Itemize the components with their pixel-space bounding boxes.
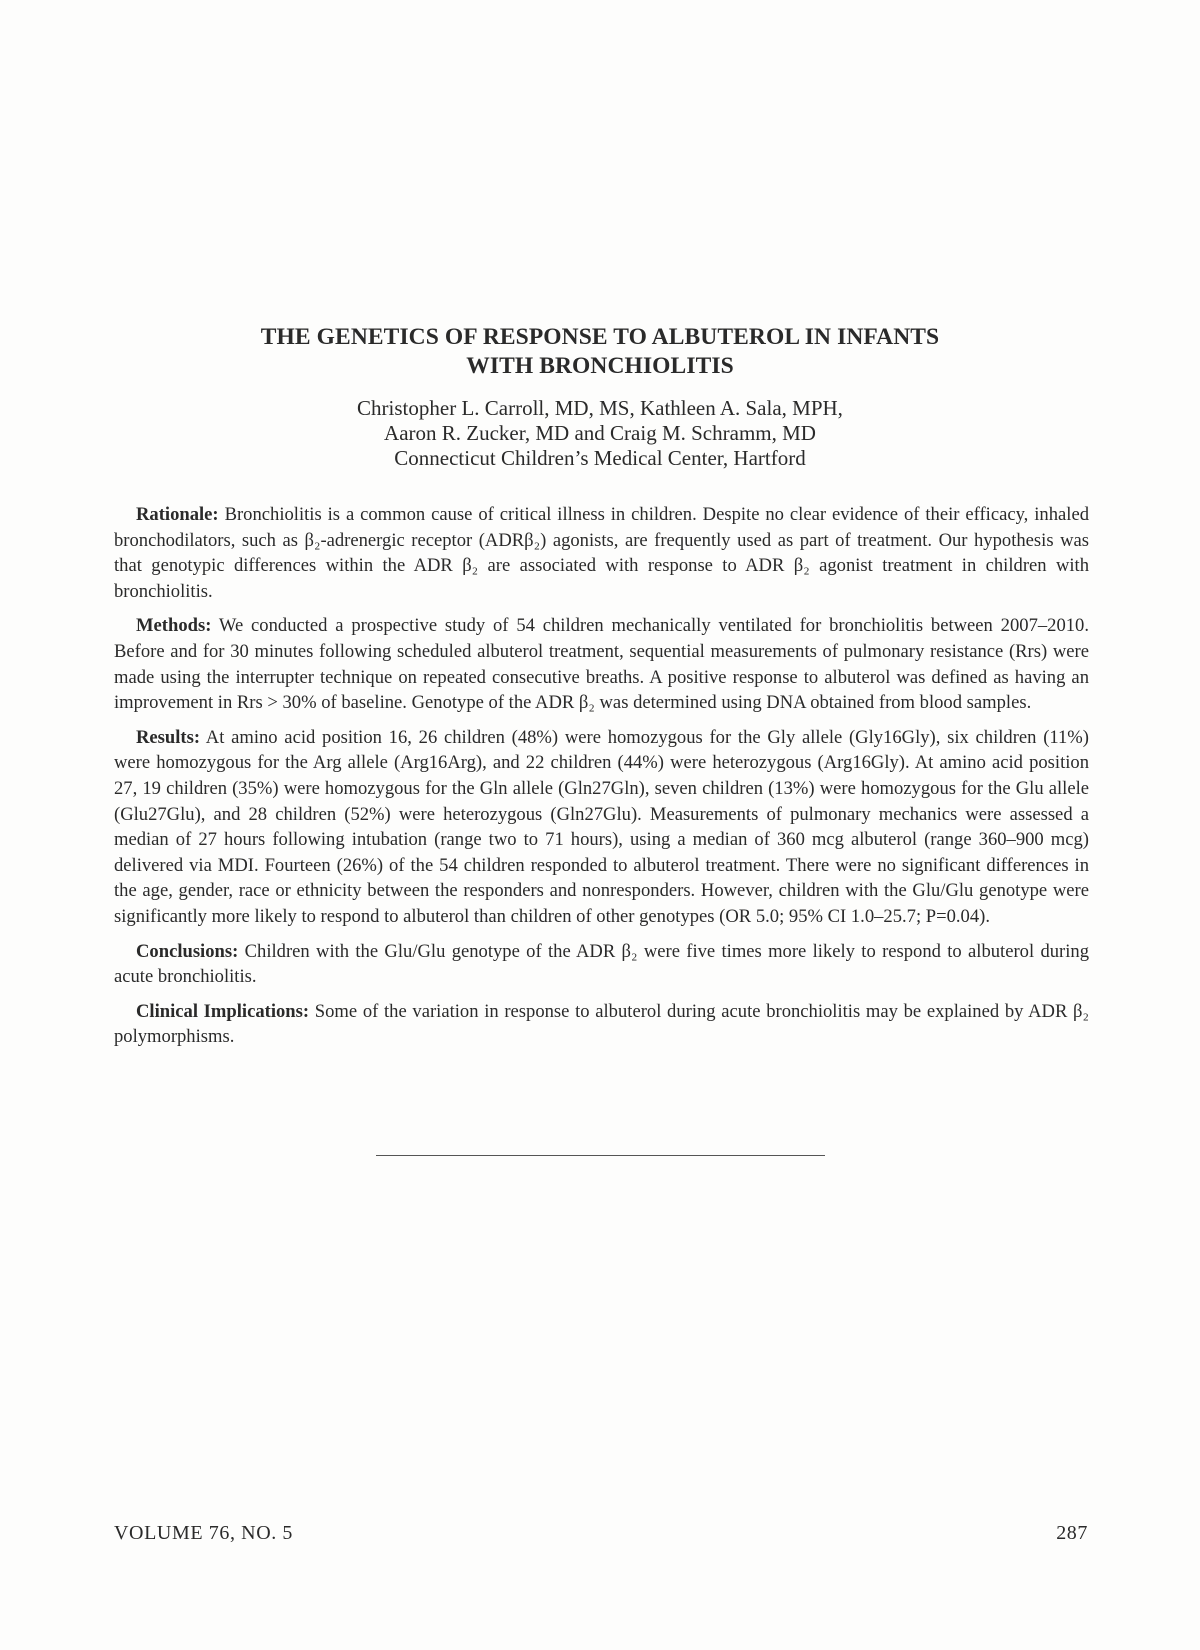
conclusions-text: Children with the Glu/Glu genotype of the ADR β₂ were five times more likely to respond to albuterol during acute bronchiolitis. [114,940,1089,988]
implications-paragraph [114,999,1089,1050]
results-heading: Results: [136,726,201,748]
article-title [0,323,1200,381]
abstract [114,502,1089,1059]
implications-heading: Clinical Implications: [136,1000,310,1022]
rationale-paragraph [114,502,1089,604]
conclusions-paragraph [114,939,1089,990]
conclusions-heading: Conclusions: [136,940,239,962]
rationale-text: Bronchiolitis is a common cause of critical illness in children. Despite no clear evidence of their efficacy, inhaled bronchodilators, such as β₂-adrenergic receptor (ADRβ₂) agonists, are frequently used as part of treatment. Our hypothesis was that genotypic differences within the ADR β₂ are associated with response to ADR β₂ agonist treatment in children with bronchiolitis. [114,504,1089,602]
results-text: At amino acid position 16, 26 children (48%) were homozygous for the Gly allele (Gly16Gly), six children (11%) were homozygous for the Arg allele (Arg16Arg), and 22 children (44%) were heterozygous (Arg16Gly). At amino acid position 27, 19 children (35%) were homozygous for the Gln allele (Gln27Gln), seven children (13%) were homozygous for the Glu allele (Glu27Glu), and 28 children (52%) were heterozygous (Gln27Glu). Measurements of pulmonary mechanics were assessed a median of 27 hours following intubation (range two to 71 hours), using a median of 360 mcg albuterol (range 360–900 mcg) delivered via MDI. Fourteen (26%) of the 54 children responded to albuterol treatment. There were no significant differences in the age, gender, race or ethnicity between the responders and nonresponders. However, children with the Glu/Glu genotype were significantly more likely to respond to albuterol than children of other genotypes (OR 5.0; 95% CI 1.0–25.7; P=0.04). [114,726,1089,927]
results-paragraph [114,725,1089,930]
rationale-heading: Rationale: [136,504,219,525]
title-line-1: THE GENETICS OF RESPONSE TO ALBUTEROL IN INFANTS [260,324,940,350]
methods-heading: Methods: [136,615,212,637]
volume-label: VOLUME 76, NO. 5 [114,1522,294,1544]
title-line-2: WITH BRONCHIOLITIS [466,353,734,379]
author-line-1: Christopher L. Carroll, MD, MS, Kathleen A. Sala, MPH, [357,396,843,420]
author-line-2: Aaron R. Zucker, MD and Craig M. Schramm, MD [384,421,816,445]
implications-text: Some of the variation in response to albuterol during acute bronchiolitis may be explained by ADR β₂ polymorphisms. [114,1000,1089,1048]
methods-paragraph [114,613,1089,715]
author-block [0,396,1200,471]
page-number: 287 [1056,1522,1088,1544]
methods-text: We conducted a prospective study of 54 children mechanically ventilated for bronchiolitis between 2007–2010. Before and for 30 minutes following scheduled albuterol treatment, sequential measurements of pulmonary resistance (Rrs) were made using the interrupter technique on repeated consecutive breaths. A positive response to albuterol was defined as having an improvement in Rrs > 30% of baseline. Genotype of the ADR β₂ was determined using DNA obtained from blood samples. [114,615,1090,714]
affiliation: Connecticut Children’s Medical Center, Hartford [394,446,806,470]
section-divider [376,1155,825,1156]
